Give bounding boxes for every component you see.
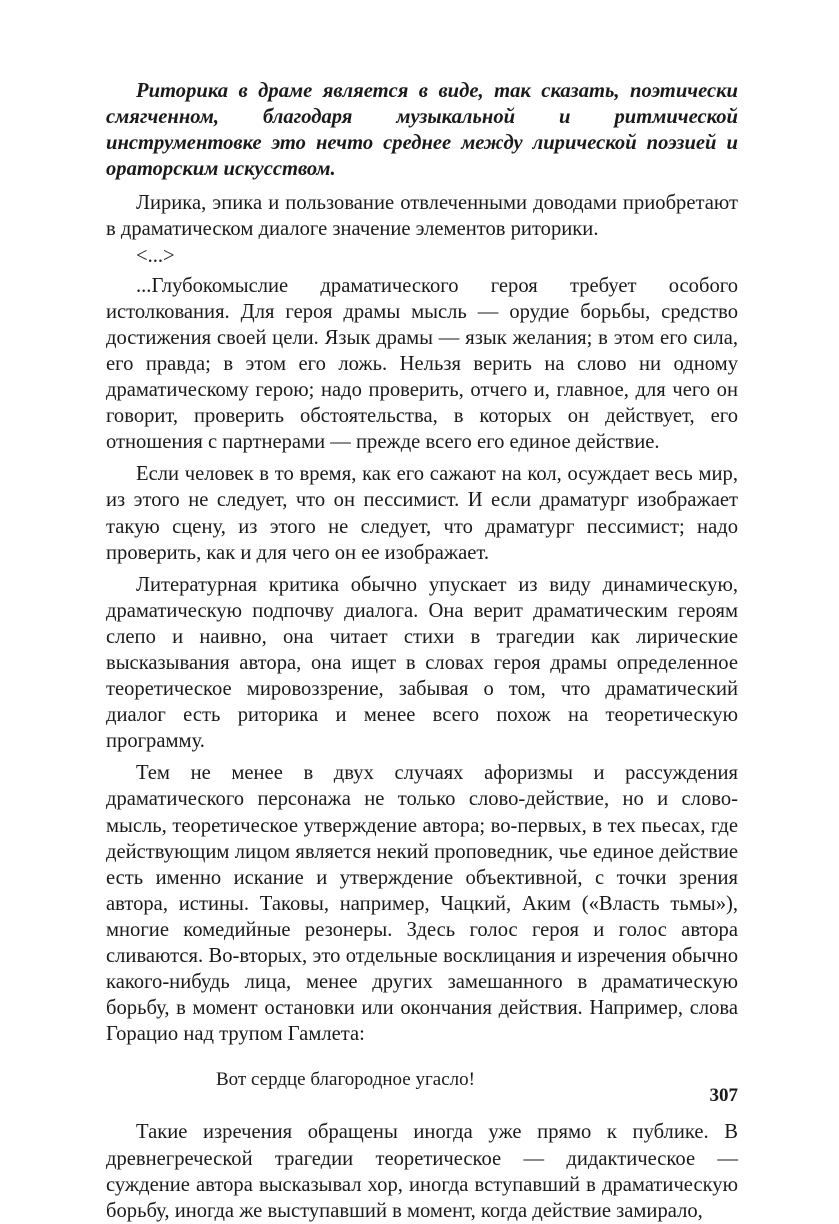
page-number: 307 [709,1085,738,1106]
paragraph-pessimist: Если человек в то время, как его сажают на кол, осуждает весь мир, из этого не следует, что он пессимист. И если драматург изображает такую сцену, из этого не следует, что драматург пессимист; надо проверить, как и для чего он ее изображает. [106,463,738,564]
paragraph-hero-thought: ...Глубокомыслие драматического героя требует особого истолкования. Для героя драмы мысль — орудие борьбы, средство достижения своей цели. Язык драмы — язык желания; в этом его сила, его правда; в этом его ложь. Нельзя верить на слово ни одному драматическому герою; надо проверить, отчего и, главное, для чего он говорит, проверить обстоятельства, в которых он действует, его отношения с партнерами — прежде всего его единое действие. [106,274,738,454]
paragraph-chorus: Такие изречения обращены иногда уже прямо к публике. В древнегреческой трагедии теоретическое — дидактическое — суждение автора высказывал хор, иногда вступавший в драматическую борьбу, иногда же выступавший в момент, когда действие замирало, [106,1121,738,1222]
paragraph-aphorisms: Тем не менее в двух случаях афоризмы и рассуждения драматического персонажа не только слово-действие, но и слово-мысль, теоретическое утверждение автора; во-первых, в тех пьесах, где действующим лицом является некий проповедник, чье единое действие есть именно искание и утверждение объективной, с точки зрения автора, истины. Таковы, например, Чацкий, Аким («Власть тьмы»), многие комедийные резонеры. Здесь голос героя и голос автора сливаются. Во-вторых, это отдельные восклицания и изречения обычно какого-нибудь лица, менее других замешанного в драматическую борьбу, в момент остановки или окончания действия. Например, слова Горацио над трупом Гамлета: [106,762,738,1046]
epigraph-paragraph: Риторика в драме является в виде, так сказать, поэтически смягченном, благодаря музыкальной и ритмической инструментовке это нечто среднее между лирической поэзией и ораторским искусством. [106,80,738,181]
page-body [106,78,738,1224]
horatio-quote: Вот сердце благородное угасло! [216,1069,475,1091]
omission-mark: <...> [136,244,175,267]
paragraph-literary-criticism: Литературная критика обычно упускает из виду динамическую, драматическую подпочву диалога. Она верит драматическим героям слепо и наивно, она читает стихи в трагедии как лирические высказывания автора, она ищет в словах героя драмы определенное теоретическое мировоззрение, забывая о том, что драматический диалог есть риторика и менее всего похож на теоретическую программу. [106,573,738,753]
paragraph-lyric-epic: Лирика, эпика и пользование отвлеченными доводами приобретают в драматическом диалоге значение элементов риторики. [106,192,738,241]
